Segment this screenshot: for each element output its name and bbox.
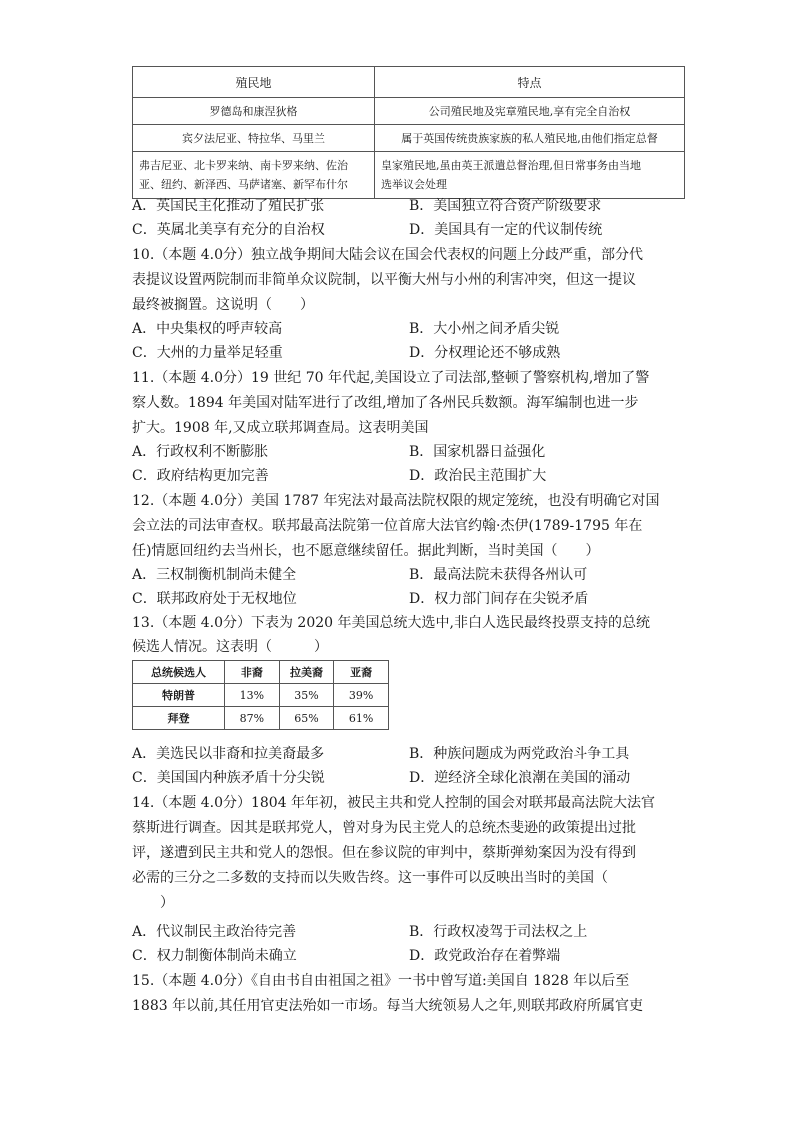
colony-cell [133,152,375,199]
colony-cell-line: 弗吉尼亚、北卡罗来纳、南卡罗来纳、佐治 [139,159,348,172]
q13-option-a[interactable]: A．美选民以非裔和拉美裔最多 [132,746,325,762]
q14-option-d[interactable]: D．政党政治存在着弊端 [409,948,561,964]
q12-option-a[interactable]: A．三权制衡机制尚未健全 [132,567,297,583]
feature-cell: 属于英国传统贵族家族的私人殖民地,由他们指定总督 [375,125,685,152]
q11-stem-line: 察人数。1894 年美国对陆军进行了改组,增加了各州民兵数额。海军编制也进一步 [132,395,639,411]
colony-table [132,66,685,199]
q9-option-d[interactable]: D．美国具有一定的代议制传统 [409,222,603,238]
q9-option-c[interactable]: C．英属北美享有充分的自治权 [132,222,325,238]
table-row [133,98,685,125]
header-candidate: 总统候选人 [133,661,225,684]
vote-share: 39% [334,684,389,707]
feature-cell-line: 选举议会处理 [381,178,447,191]
q12-option-d[interactable]: D．权力部门间存在尖锐矛盾 [409,591,589,607]
q10-stem-line: 10.（本题 4.0分）独立战争期间大陆会议在国会代表权的问题上分歧严重，部分代 [132,247,643,263]
q13-option-c[interactable]: C．美国国内种族矛盾十分尖锐 [132,770,325,786]
vote-share: 65% [279,707,334,730]
table-header-row [133,67,685,98]
colony-cell-line: 亚、纽约、新泽西、马萨诸塞、新罕布什尔 [139,178,348,191]
q15-stem-line: 1883 年以前,其任用官吏法殆如一市场。每当大统领易人之年,则联邦政府所属官吏 [132,998,643,1014]
q10-stem-line: 最终被搁置。这说明（ ） [132,297,314,313]
q11-stem-line: 扩大。1908 年,又成立联邦调查局。这表明美国 [132,420,429,436]
q13-option-b[interactable]: B．种族问题成为两党政治斗争工具 [409,746,630,762]
header-african: 非裔 [225,661,280,684]
colony-cell: 罗德岛和康涅狄格 [133,98,375,125]
table-row [133,125,685,152]
q10-option-c[interactable]: C．大州的力量举足轻重 [132,345,283,361]
table-row [133,684,389,707]
table-row [133,152,685,199]
q14-option-c[interactable]: C．权力制衡体制尚未确立 [132,948,297,964]
q14-option-a[interactable]: A．代议制民主政治待完善 [132,924,297,940]
q14-stem-line: 评，遂遭到民主共和党人的怨恨。但在参议院的审判中，蔡斯弹劾案因为没有得到 [132,845,636,861]
q11-option-b[interactable]: B．国家机器日益强化 [409,444,546,460]
feature-cell-line: 皇家殖民地,虽由英王派遣总督治理,但日常事务由当地 [381,159,641,172]
q12-option-c[interactable]: C．联邦政府处于无权地位 [132,591,297,607]
table-row [133,707,389,730]
q13-stem-line: 候选人情况。这表明（ ） [132,639,328,655]
q14-stem-line: ） [132,895,174,911]
vote-share: 35% [279,684,334,707]
q10-stem-line: 表提议设置两院制而非简单众议院制，以平衡大州与小州的利害冲突，但这一提议 [132,272,636,288]
header-colony: 殖民地 [133,67,375,98]
table-header-row [133,661,389,684]
colony-cell: 宾夕法尼亚、特拉华、马里兰 [133,125,375,152]
q9-option-b[interactable]: B．美国独立符合资产阶级要求 [409,198,602,214]
q14-stem-line: 蔡斯进行调查。因其是联邦党人，曾对身为民主党人的总统杰斐逊的政策提出过批 [132,820,636,836]
vote-share: 87% [225,707,280,730]
q11-option-d[interactable]: D．政治民主范围扩大 [409,468,547,484]
q13-stem-line: 13.（本题 4.0分）下表为 2020 年美国总统大选中,非白人选民最终投票支持的总统 [132,615,650,631]
header-latino: 拉美裔 [279,661,334,684]
header-feature: 特点 [375,67,685,98]
q14-stem-line: 14.（本题 4.0分）1804 年年初，被民主共和党人控制的国会对联邦最高法院大法官 [132,795,656,811]
q11-option-a[interactable]: A．行政权利不断膨胀 [132,444,269,460]
candidate-name: 拜登 [133,707,225,730]
q11-stem-line: 11.（本题 4.0分）19 世纪 70 年代起,美国设立了司法部,整顿了警察机构,增加了警 [132,370,650,386]
candidate-name: 特朗普 [133,684,225,707]
q14-stem-line: 必需的三分之二多数的支持而以失败告终。这一事件可以反映出当时的美国（ [132,870,608,886]
q9-option-a[interactable]: A．英国民主化推动了殖民扩张 [132,198,325,214]
feature-cell [375,152,685,199]
vote-share: 61% [334,707,389,730]
q11-option-c[interactable]: C．政府结构更加完善 [132,468,269,484]
q13-option-d[interactable]: D．逆经济全球化浪潮在美国的涌动 [409,770,631,786]
q12-option-b[interactable]: B．最高法院未获得各州认可 [409,567,588,583]
q10-option-a[interactable]: A．中央集权的呼声较高 [132,321,283,337]
q10-option-b[interactable]: B．大小州之间矛盾尖锐 [409,321,560,337]
q14-option-b[interactable]: B．行政权凌驾于司法权之上 [409,924,588,940]
q12-stem-line: 任)情愿回纽约去当州长，也不愿意继续留任。据此判断，当时美国（ ） [132,543,600,559]
feature-cell: 公司殖民地及宪章殖民地,享有完全自治权 [375,98,685,125]
q12-stem-line: 12.（本题 4.0分）美国 1787 年宪法对最高法院权限的规定笼统，也没有明确它对国 [132,493,660,509]
q10-option-d[interactable]: D．分权理论还不够成熟 [409,345,561,361]
q15-stem-line: 15.（本题 4.0分）《自由书自由祖国之祖》一书中曾写道:美国自 1828 年以后至 [132,973,630,989]
voter-table [132,660,389,730]
vote-share: 13% [225,684,280,707]
header-asian: 亚裔 [334,661,389,684]
q12-stem-line: 会立法的司法审查权。联邦最高法院第一位首席大法官约翰·杰伊(1789-1795 年在 [132,518,643,534]
